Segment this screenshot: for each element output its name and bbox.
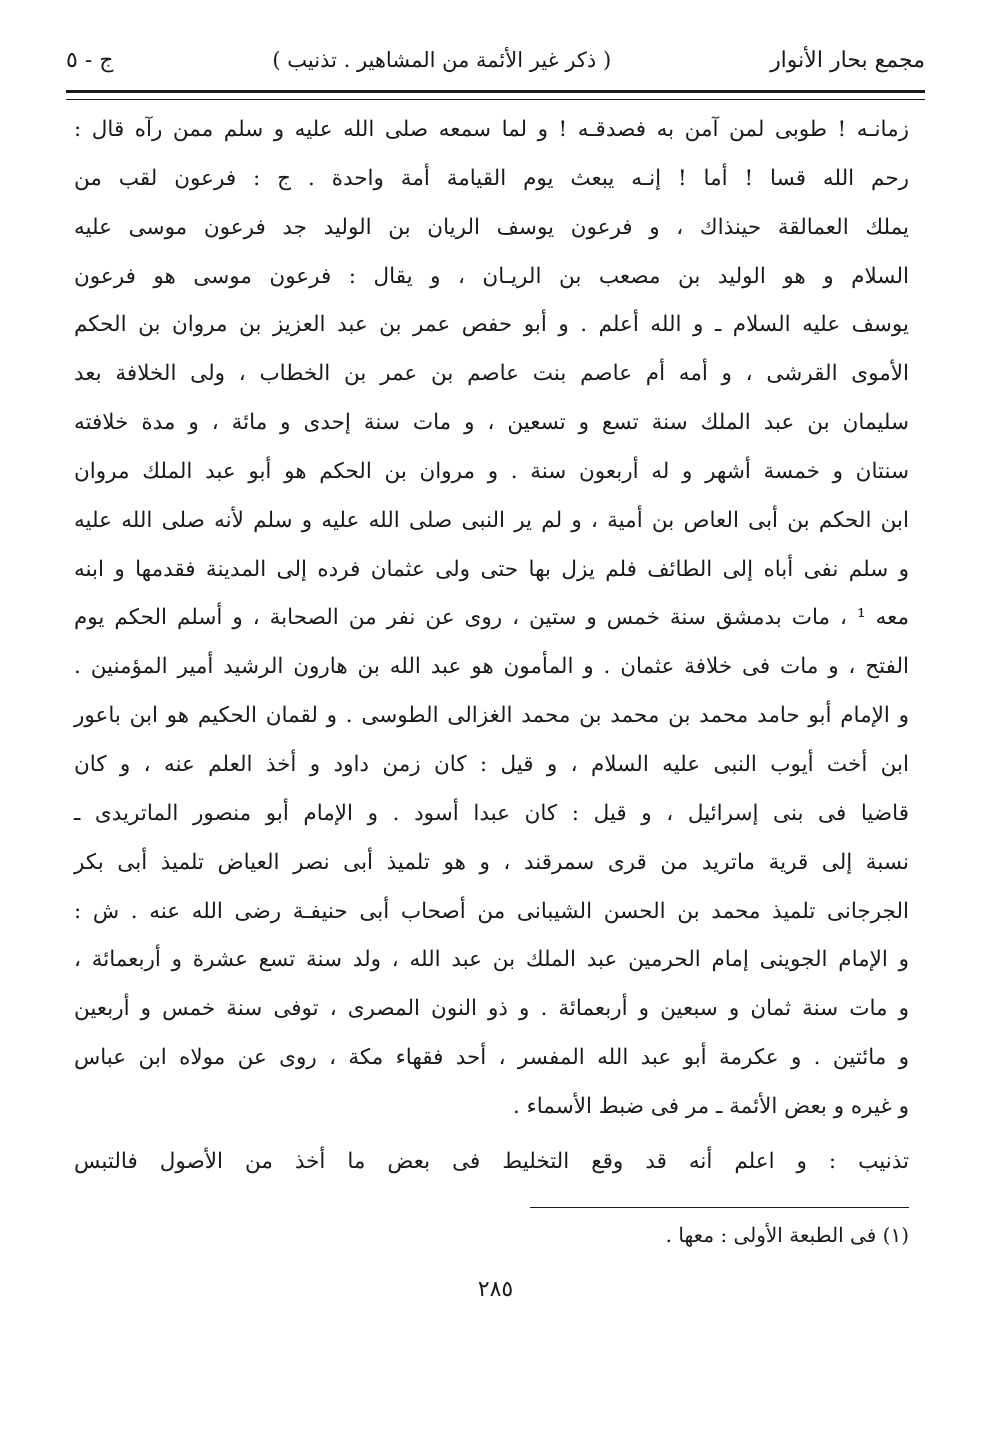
text-line: قاضيا فى بنى إسرائيل ، و قيل : كان عبدا أسود . و الإمام أبو منصور الماتريدى ـ	[74, 800, 909, 826]
book-title: مجمع بحار الأنوار	[770, 47, 925, 73]
tadhnib-line: تذنيب : و اعلم أنه قد وقع التخليط فى بعض ما أخذ من الأصول فالتبس	[74, 1148, 909, 1174]
running-head	[66, 38, 925, 82]
footnote: (١) فى الطبعة الأولى : معها .	[665, 1223, 909, 1247]
text-line: الأموى القرشى ، و أمه أم عاصم بنت عاصم بن عمر بن الخطاب ، ولى الخلافة بعد	[74, 361, 909, 387]
header-rule	[66, 90, 925, 100]
text-line: يملك العمالقة حينذاك ، و فرعون يوسف الريان بن الوليد جد فرعون موسى عليه	[74, 214, 909, 240]
text-line: الفتح ، و مات فى خلافة عثمان . و المأمون هو عبد الله بن هارون الرشيد أمير المؤمنين .	[74, 654, 909, 680]
text-line: السلام و هو الوليد بن مصعب بن الريـان ، و يقال : فرعون موسى هو فرعون	[74, 263, 909, 289]
text-line: سليمان بن عبد الملك سنة تسع و تسعين ، و مات سنة إحدى و مائة ، و مدة خلافته	[74, 410, 909, 436]
text-line: سنتان و خمسة أشهر و له أربعون سنة . و مروان بن الحكم هو أبو عبد الملك مروان	[74, 458, 909, 484]
text-line: و سلم نفى أباه إلى الطائف فلم يزل بها حتى ولى عثمان فرده إلى المدينة فقدمها و ابنه	[74, 556, 909, 582]
text-line: و الإمام أبو حامد محمد بن محمد بن محمد الغزالى الطوسى . و لقمان الحكيم هو ابن باعور	[74, 703, 909, 729]
volume-number: ج - ٥	[66, 47, 114, 73]
text-line: و مات سنة ثمان و سبعين و أربعمائة . و ذو النون المصرى ، توفى سنة خمس و أربعين	[74, 996, 909, 1022]
page-number: ٢٨٥	[477, 1277, 514, 1302]
footnote-rule	[530, 1207, 909, 1208]
text-line: الجرجانى تلميذ محمد بن الحسن الشيبانى من أصحاب أبى حنيفـة رضى الله عنه . ش :	[74, 898, 909, 924]
text-line: زمانـه ! طوبى لمن آمن به فصدقـه ! و لما سمعه صلى الله عليه و سلم ممن رآه قال :	[74, 117, 909, 142]
text-line: رحم الله قسا ! أما ! إنـه يبعث يوم القيامة أمة واحدة . ج : فرعون لقب من	[74, 165, 909, 191]
text-line: ابن أخت أيوب النبى عليه السلام ، و قيل : كان زمن داود و أخذ العلم عنه ، و كان	[74, 751, 909, 777]
text-line: و مائتين . و عكرمة أبو عبد الله المفسر ، أحد فقهاء مكة ، روى عن مولاه ابن عباس	[74, 1045, 909, 1071]
text-line: معه ¹ ، مات بدمشق سنة خمس و ستين ، روى عن نفر من الصحابة ، و أسلم الحكم يوم	[74, 605, 909, 631]
text-line: يوسف عليه السلام ـ و الله أعلم . و أبو حفص عمر بن عبد العزيز بن مروان بن الحكم	[74, 312, 909, 338]
text-line: نسبة إلى قرية ماتريد من قرى سمرقند ، و هو تلميذ أبى نصر العياض تلميذ أبى بكر	[74, 849, 909, 875]
main-text	[74, 106, 909, 1187]
text-line: و الإمام الجوينى إمام الحرمين عبد الملك بن عبد الله ، ولد سنة تسع عشرة و أربعمائة ،	[74, 947, 909, 973]
text-line: و غيره و بعض الأئمة ـ مر فى ضبط الأسماء .	[512, 1093, 909, 1119]
section-title: ( ذكر غير الأئمة من المشاهير . تذنيب )	[272, 48, 612, 72]
text-line: ابن الحكم بن أبى العاص بن أمية ، و لم ير النبى صلى الله عليه و سلم لأنه صلى الله عليه	[74, 507, 909, 533]
